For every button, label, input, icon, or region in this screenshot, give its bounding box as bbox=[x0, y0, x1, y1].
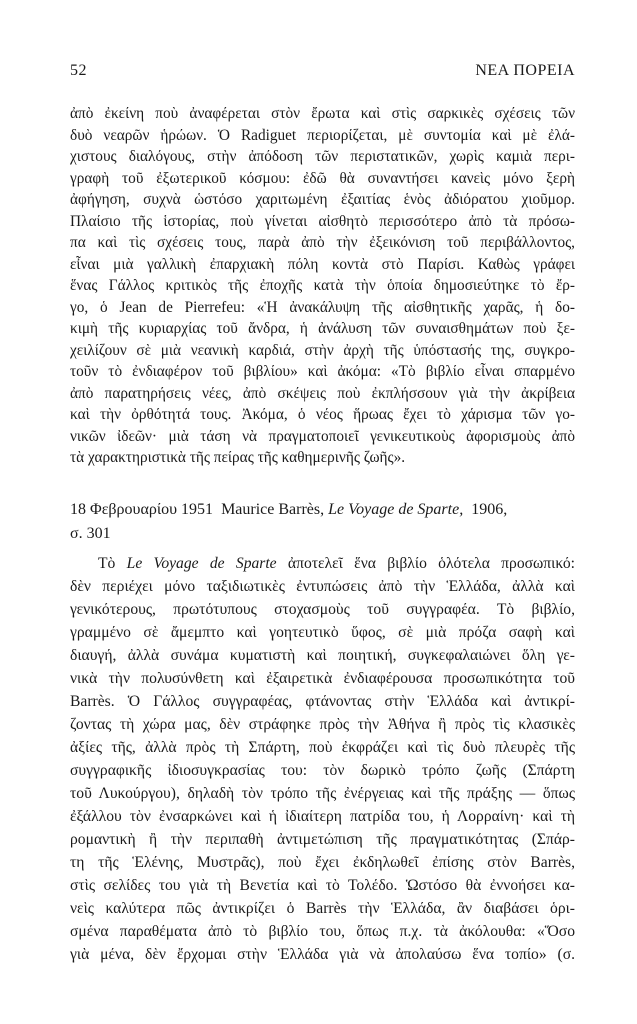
entry-year: 1906, bbox=[471, 501, 508, 518]
text-line: ἕνας Γάλλος κριτικὸς τῆς ἐποχῆς κατὰ τὴν ὁποία δημοσιεύτηκε τὸ ἔρ- bbox=[70, 277, 575, 294]
text-line: στὶς σελίδες του γιὰ τὴ Βενετία καὶ τὸ Τολέδο. Ὡστόσο θὰ ἐννοήσει κα- bbox=[70, 877, 575, 894]
text-fragment: Τὸ bbox=[98, 555, 127, 572]
text-line: γιὰ μένα, δὲν ἔρχομαι στὴν Ἑλλάδα γιὰ νὰ ἀπολαύσω ἕνα τοπίο» (σ. bbox=[70, 946, 575, 963]
text-line: δυὸ νεαρῶν ἡρώων. Ὁ Radiguet περιορίζεται, μὲ συντομία καὶ μὲ ἐλά- bbox=[70, 126, 575, 144]
text-line: κιμὴ τῆς κυριαρχίας τοῦ ἄνδρα, ἡ ἀνάλυση τῶν συναισθημάτων ποὺ ξε- bbox=[70, 320, 575, 337]
text-line: τη τῆς Ἑλένης, Μυστρᾶς), ποὺ ἔχει ἐκδηλωθεῖ ἐπίσης στὸν Barrès, bbox=[70, 854, 575, 871]
text-line: διαυγή, ἀλλὰ συνάμα κυματιστὴ καὶ ποιητική, συγκεφαλαιώνει ὅλη γε- bbox=[70, 647, 575, 664]
journal-title: ΝΕΑ ΠΟΡΕΙΑ bbox=[475, 62, 575, 79]
text-line: ἀξίες τῆς, ἀλλὰ πρὸς τὴ Σπάρτη, ποὺ ἐκφράζει καὶ τὶς δυὸ πλευρὲς τῆς bbox=[70, 739, 575, 756]
text-line: συγγραφικῆς ἰδιοσυγκρασίας του: τὸν δωρικὸ τρόπο ζωῆς (Σπάρτη bbox=[70, 762, 575, 779]
text-line: Πλαίσιο τῆς ἱστορίας, ποὺ γίνεται αἰσθητὸ περισσότερο ἀπὸ τὰ πρόσω- bbox=[70, 212, 575, 230]
text-line: τοῦν τὸ ἐνδιαφέρον τοῦ βιβλίου» καὶ ἀκόμα: «Τὸ βιβλίο εἶναι σπαρμένο bbox=[70, 363, 575, 380]
page-number: 52 bbox=[70, 62, 87, 79]
entry-pages: σ. 301 bbox=[70, 525, 111, 542]
paragraph-radiguet bbox=[70, 103, 575, 469]
text-line: χιστους διαλόγους, στὴν ἀπόδοση τῶν περιστατικῶν, χωρὶς καμιὰ περι- bbox=[70, 148, 575, 165]
text-line: χειλίζουν σὲ μιὰ νεανικὴ καρδιά, στὴν ἀρχὴ τῆς ὑπόστασής της, συγκρο- bbox=[70, 341, 575, 359]
text-line: πα καὶ τὶς σχέσεις τους, παρὰ ἀπὸ τὴν ἐξεικόνιση τοῦ περιβάλλοντος, bbox=[70, 234, 575, 251]
text-fragment: ἀποτελεῖ ἕνα βιβλίο ὁλότελα προσωπικό: bbox=[276, 555, 576, 572]
text-line: τοῦ Λυκούργου), δηλαδὴ τὸν τρόπο τῆς ἐνέργειας καὶ τῆς πράξης — ὅπως bbox=[70, 785, 575, 802]
text-line: σμένα παραθέματα ἀπὸ τὸ βιβλίο του, ὅπως π.χ. τὰ ἀκόλουθα: «Ὅσο bbox=[70, 923, 575, 940]
text-line: Barrès. Ὁ Γάλλος συγγραφέας, φτάνοντας στὴν Ἑλλάδα καὶ ἀντικρί- bbox=[70, 693, 575, 710]
book-title: Le Voyage de Sparte bbox=[126, 555, 277, 572]
text-line: γραμμένο σὲ ἄμεμπτο καὶ γοητευτικὸ ὕφος, σὲ μιὰ πρόζα σαφὴ καὶ bbox=[70, 624, 575, 641]
text-line: ἀπὸ ἐκείνη ποὺ ἀναφέρεται στὸν ἔρωτα καὶ στὶς σαρκικὲς σχέσεις τῶν bbox=[70, 105, 575, 122]
entry-author: Maurice Barrès, bbox=[221, 501, 325, 518]
diary-entry-heading bbox=[70, 498, 575, 546]
entry-book-title: Le Voyage de Sparte, bbox=[328, 501, 464, 518]
text-line: νεὶς καλύτερα πῶς ἀντικρίζει ὁ Barrès τὴν Ἑλλάδα, ἂν διαβάσει ὁρι- bbox=[70, 900, 575, 917]
text-line: ζοντας τὴ χώρα μας, δὲν στράφηκε πρὸς τὴν Ἀθήνα ἢ πρὸς τὶς κλασικὲς bbox=[70, 716, 575, 733]
entry-heading-line bbox=[70, 498, 575, 522]
text-line: τὰ χαρακτηριστικὰ τῆς πείρας τῆς καθημερινῆς ζωῆς». bbox=[70, 449, 406, 466]
text-line: δὲν περιέχει μόνο ταξιδιωτικὲς ἐντυπώσεις ἀπὸ τὴν Ἑλλάδα, ἀλλὰ καὶ bbox=[70, 578, 575, 595]
text-line: ἀφήγηση, συχνὰ ὡστόσο χαριτωμένη ἐξαιτίας ἑνὸς ἀδιόρατου χιοῦμορ. bbox=[70, 191, 575, 208]
running-header bbox=[70, 62, 575, 80]
text-line bbox=[70, 552, 575, 575]
text-line: γραφὴ τοῦ ἐξωτερικοῦ κόσμου: ἐδῶ θὰ συναντήσει κανεὶς μόνο ξερὴ bbox=[70, 169, 575, 187]
text-line: καὶ τὴν ὀρθότητά τους. Ἀκόμα, ὁ νέος ἥρωας ἔχει τὸ χάρισμα τῶν γο- bbox=[70, 406, 575, 423]
text-line: γενικότερους, πρωτότυπους στοχασμοὺς τοῦ συγγραφέα. Τὸ βιβλίο, bbox=[70, 601, 575, 618]
text-line: νικῶν ἰδεῶν· μιὰ τάση νὰ πραγματοποιεῖ γενικευτικοὺς ἀφορισμοὺς ἀπὸ bbox=[70, 427, 575, 445]
entry-date: 18 Φεβρουαρίου 1951 bbox=[70, 501, 214, 518]
text-line: ρομαντικὴ ἢ τὴν περιπαθὴ ἀντιμετώπιση τῆς πραγματικότητας (Σπάρ- bbox=[70, 831, 575, 848]
text-line: γο, ὁ Jean de Pierrefeu: «Ἡ ἀνακάλυψη τῆς αἰσθητικῆς χαρᾶς, ἡ δο- bbox=[70, 298, 575, 316]
text-line: εἶναι μιὰ γαλλικὴ ἐπαρχιακὴ πόλη κοντὰ στὸ Παρίσι. Καθὼς γράφει bbox=[70, 255, 575, 273]
text-line: ἀπὸ παρατηρήσεις νέες, ἀπὸ σκέψεις ποὺ ἐκπλήσσουν γιὰ τὴν ἀκρίβεια bbox=[70, 384, 575, 402]
text-line: νικὰ τὴν πολυσύνθετη καὶ ἐξαιρετικὰ ἐνδιαφέρουσα προσωπικότητα τοῦ bbox=[70, 670, 575, 687]
paragraph-barres bbox=[70, 552, 575, 966]
text-line: ἐξάλλου τὸν ἐνσαρκώνει καὶ ἡ ἰδιαίτερη πατρίδα του, ἡ Λορραίνη· καὶ τὴ bbox=[70, 808, 575, 825]
